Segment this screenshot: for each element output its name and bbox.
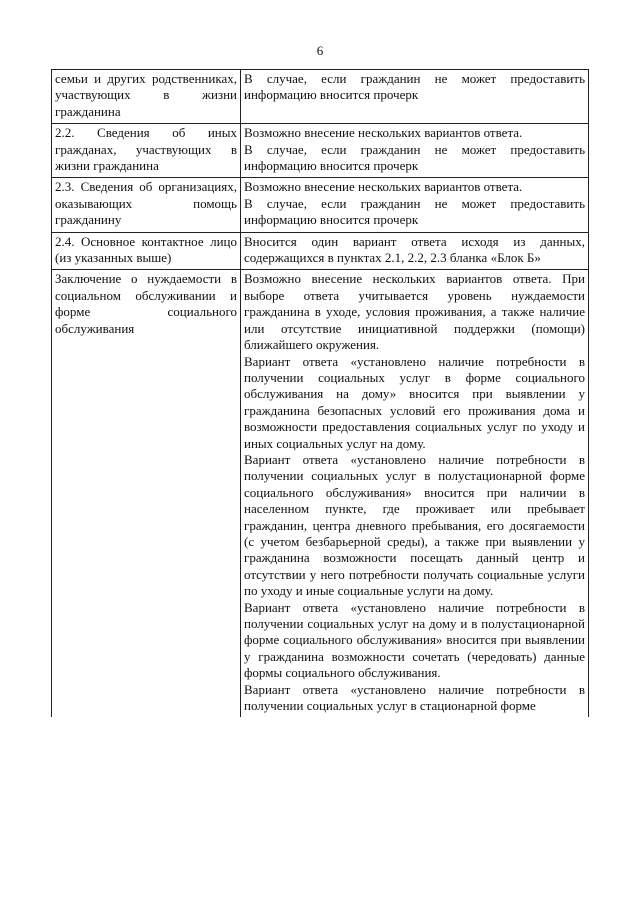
description-paragraph: Вносится один вариант ответа исходя из данных, содержащихся в пунктах 2.1, 2.2, 2.3 бланка «Блок Б»	[244, 233, 585, 266]
table-cell-label: семьи и других родственниках, участвующих в жизни гражданина	[52, 70, 241, 124]
description-paragraph: Вариант ответа «установлено наличие потребности в получении социальных услуг в полустационарной форме социального обслуживания» вносится при наличии в населенном пункте, где проживает или пребывает гражданин, центра дневного пребывания, его досягаемости (с учетом безбарьерной среды), а также при выявлении у гражданина возможности посещать данный центр и отсутствии у него потребности получать социальные услуги по уходу и иные социальные услуги на дому.	[244, 451, 585, 599]
table-cell-description	[241, 270, 589, 717]
table-row	[52, 178, 589, 232]
description-paragraph: В случае, если гражданин не может предоставить информацию вносится прочерк	[244, 141, 585, 174]
table-row	[52, 270, 589, 717]
table-cell-description	[241, 124, 589, 178]
description-paragraph: В случае, если гражданин не может предоставить информацию вносится прочерк	[244, 71, 585, 103]
table-row	[52, 124, 589, 178]
description-paragraph: В случае, если гражданин не может предоставить информацию вносится прочерк	[244, 195, 585, 228]
description-paragraph: Вариант ответа «установлено наличие потребности в получении социальных услуг в стационарной форме	[244, 681, 585, 714]
table-cell-label: 2.4. Основное контактное лицо (из указанных выше)	[52, 232, 241, 270]
table-cell-label: 2.2. Сведения об иных гражданах, участвующих в жизни гражданина	[52, 124, 241, 178]
description-paragraph: Возможно внесение нескольких вариантов ответа.	[244, 125, 523, 141]
table-cell-description	[241, 178, 589, 232]
table-cell-label: Заключение о нуждаемости в социальном обслуживании и форме социального обслуживания	[52, 270, 241, 717]
table-cell-description	[241, 232, 589, 270]
description-paragraph: Вариант ответа «установлено наличие потребности в получении социальных услуг в форме социального обслуживания на дому» вносится при выявлении у гражданина безопасных условий его проживания дома и возможности предоставления социальных услуг по уходу и иных социальных услуг на дому.	[244, 353, 585, 451]
table-cell-label: 2.3. Сведения об организациях, оказывающих помощь гражданину	[52, 178, 241, 232]
description-paragraph: Возможно внесение нескольких вариантов ответа.	[244, 179, 523, 195]
table-row	[52, 232, 589, 270]
document-table	[51, 69, 589, 717]
page-number: 6	[316, 43, 324, 58]
description-paragraph: Вариант ответа «установлено наличие потребности в получении социальных услуг на дому и в полустационарной форме социального обслуживания» вносится при выявлении у гражданина возможности сочетать (чередовать) данные формы социального обслуживания.	[244, 599, 585, 681]
description-paragraph: Возможно внесение нескольких вариантов ответа. При выборе ответа учитывается уровень нуждаемости гражданина в уходе, условия проживания, а также наличие или отсутствие инициативной поддержки (помощи) ближайшего окружения.	[244, 271, 585, 353]
table-cell-description	[241, 70, 589, 124]
table-row	[52, 70, 589, 124]
